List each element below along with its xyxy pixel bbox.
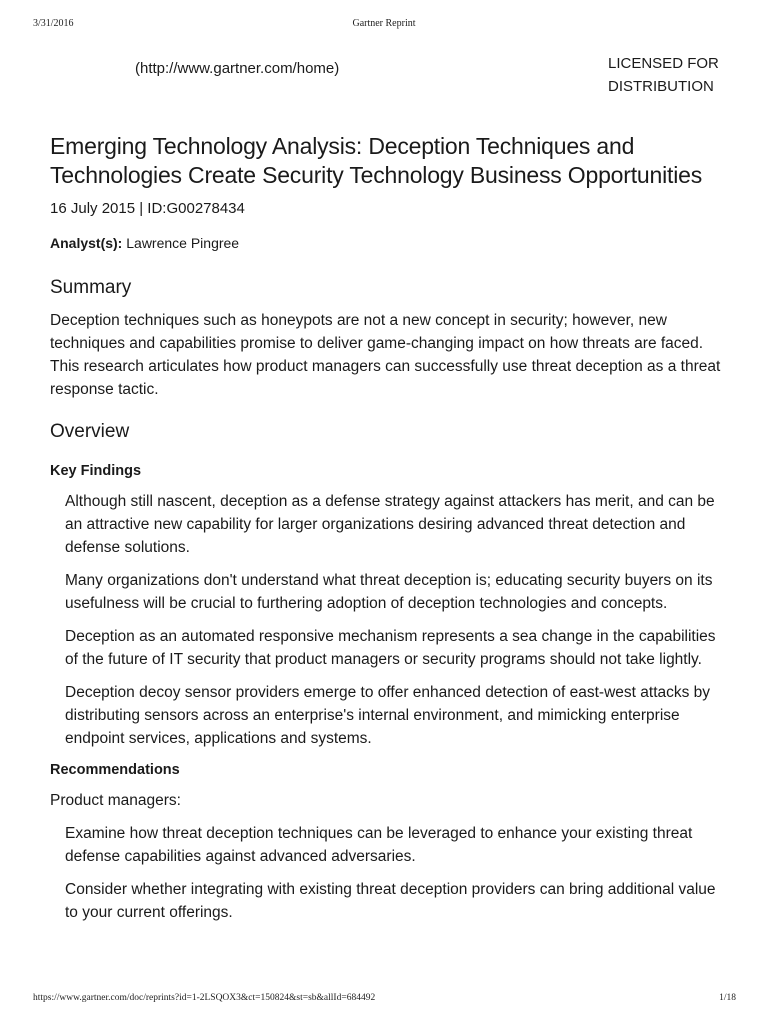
key-finding-item: Many organizations don't understand what threat deception is; educating security buyers on its usefulness will be crucial to furthering adoption of deception technologies and concepts. (65, 572, 713, 612)
print-title: Gartner Reprint (352, 18, 416, 29)
recommendation-item: Consider whether integrating with existing threat deception providers can bring additional value to your current offerings. (65, 881, 716, 921)
analyst-line (50, 233, 730, 253)
article-title: Emerging Technology Analysis: Deception Techniques and Technologies Create Security Technology Business Opportunities (50, 133, 702, 188)
footer-url: https://www.gartner.com/doc/reprints?id=1-2LSQOX3&ct=150824&st=sb&allId=684492 (33, 993, 376, 1003)
recommendations-heading: Recommendations (50, 762, 180, 778)
key-finding-item: Deception as an automated responsive mechanism represents a sea change in the capabilities of the future of IT security that product managers or security programs should not take lightly. (65, 628, 716, 668)
overview-heading: Overview (50, 421, 130, 442)
gartner-home-link[interactable]: (http://www.gartner.com/home) (135, 60, 340, 77)
key-findings-list (50, 490, 730, 750)
license-notice (608, 52, 719, 98)
summary-text: Deception techniques such as honeypots are not a new concept in security; however, new techniques and capabilities promise to deliver game-changing impact on how threats are faced. This research articulates how product managers can successfully use threat deception as a threat response tactic. (50, 312, 721, 398)
summary-heading: Summary (50, 277, 132, 298)
license-line-1: LICENSED FOR (608, 55, 719, 72)
recommendation-item: Examine how threat deception techniques can be leveraged to enhance your existing threat defense capabilities against advanced adversaries. (65, 825, 693, 865)
key-findings-heading: Key Findings (50, 463, 142, 479)
article-content (50, 132, 730, 934)
print-date: 3/31/2016 (33, 18, 74, 29)
recommendations-list (50, 822, 730, 924)
page-number: 1/18 (719, 993, 736, 1003)
license-line-2: DISTRIBUTION (608, 78, 714, 95)
product-managers-label: Product managers: (50, 792, 181, 809)
article-meta: 16 July 2015 | ID:G00278434 (50, 200, 245, 217)
analyst-name: Lawrence Pingree (126, 235, 240, 251)
analyst-label: Analyst(s): (50, 235, 123, 251)
key-finding-item: Deception decoy sensor providers emerge to offer enhanced detection of east-west attacks by distributing sensors across an enterprise's internal environment, and mimicking enterprise endpoint services, applications and systems. (65, 684, 711, 747)
key-finding-item: Although still nascent, deception as a defense strategy against attackers has merit, and can be an attractive new capability for larger organizations desiring advanced threat detection and defense solutions. (65, 493, 715, 556)
